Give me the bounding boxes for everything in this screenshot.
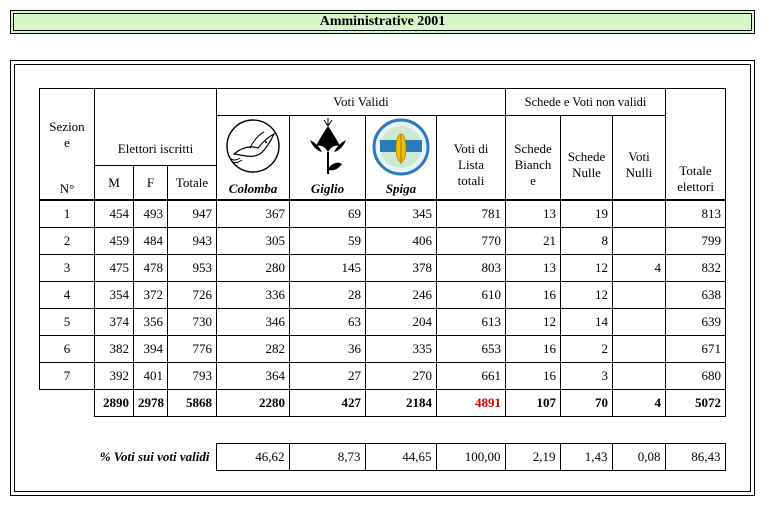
percent-cell: 86,43 <box>665 444 725 471</box>
table-cell: 345 <box>366 201 437 228</box>
totals-cell: 4 <box>613 390 666 417</box>
lily-icon <box>296 118 360 178</box>
header-elettori-iscritti: Elettori iscritti <box>95 89 217 166</box>
table-row <box>40 255 726 282</box>
table-cell: 478 <box>134 255 168 282</box>
header-totale-elettori: Totale elettori <box>666 89 726 200</box>
table-cell: 270 <box>366 363 437 390</box>
percent-table <box>39 443 726 471</box>
table-cell: 63 <box>290 309 366 336</box>
table-cell: 661 <box>437 363 506 390</box>
table-cell: 947 <box>168 201 217 228</box>
table-cell: 3 <box>561 363 613 390</box>
totals-cell: 2978 <box>134 390 168 417</box>
percent-cell: 44,65 <box>365 444 436 471</box>
table-cell: 16 <box>506 336 561 363</box>
header-voti-lista: Voti di Lista totali <box>437 116 506 200</box>
table-row <box>40 201 726 228</box>
header-m: M <box>95 166 134 200</box>
header-voti-nulli: Voti Nulli <box>613 116 666 200</box>
giglio-label: Giglio <box>310 181 345 196</box>
table-cell <box>613 282 666 309</box>
header-sezione: Sezion e N° <box>40 89 95 200</box>
percent-cell: 1,43 <box>560 444 612 471</box>
table-cell: 19 <box>561 201 613 228</box>
table-cell: 7 <box>40 363 95 390</box>
table-cell: 14 <box>561 309 613 336</box>
spiga-label: Spiga <box>385 181 417 196</box>
header-totale: Totale <box>168 166 217 200</box>
table-cell <box>613 336 666 363</box>
data-table <box>39 200 726 417</box>
percent-cell: 100,00 <box>436 444 505 471</box>
table-cell: 392 <box>95 363 134 390</box>
table-cell: 406 <box>366 228 437 255</box>
title-text: Amministrative 2001 <box>319 14 446 29</box>
table-cell: 12 <box>561 255 613 282</box>
table-cell: 639 <box>666 309 726 336</box>
wheat-icon <box>370 118 432 176</box>
table-cell: 776 <box>168 336 217 363</box>
table-cell: 454 <box>95 201 134 228</box>
table-row <box>40 363 726 390</box>
table-cell: 803 <box>437 255 506 282</box>
header-f: F <box>134 166 168 200</box>
table-cell: 367 <box>217 201 290 228</box>
table-cell: 8 <box>561 228 613 255</box>
percent-cell: 2,19 <box>505 444 560 471</box>
table-cell <box>613 228 666 255</box>
table-cell <box>613 201 666 228</box>
header-table <box>39 88 726 200</box>
table-cell: 13 <box>506 255 561 282</box>
table-cell: 5 <box>40 309 95 336</box>
table-cell: 832 <box>666 255 726 282</box>
table-cell: 59 <box>290 228 366 255</box>
table-cell: 204 <box>366 309 437 336</box>
totals-cell: 70 <box>561 390 613 417</box>
table-cell <box>613 309 666 336</box>
totals-cell: 5868 <box>168 390 217 417</box>
table-cell: 4 <box>40 282 95 309</box>
percent-cell: 0,08 <box>612 444 665 471</box>
table-cell: 12 <box>561 282 613 309</box>
table-cell: 2 <box>40 228 95 255</box>
totals-cell: 4891 <box>437 390 506 417</box>
table-cell: 943 <box>168 228 217 255</box>
table-cell: 613 <box>437 309 506 336</box>
totals-cell: 427 <box>290 390 366 417</box>
table-cell: 280 <box>217 255 290 282</box>
table-cell: 1 <box>40 201 95 228</box>
table-cell: 12 <box>506 309 561 336</box>
totals-cell: 2184 <box>366 390 437 417</box>
table-cell: 336 <box>217 282 290 309</box>
header-giglio <box>290 116 366 200</box>
percent-label: % Voti sui voti validi <box>99 449 210 464</box>
table-cell: 305 <box>217 228 290 255</box>
totals-row <box>40 390 726 417</box>
page-title <box>10 10 755 34</box>
table-cell: 13 <box>506 201 561 228</box>
totals-cell: 2890 <box>95 390 134 417</box>
table-cell: 145 <box>290 255 366 282</box>
table-cell: 346 <box>217 309 290 336</box>
table-cell: 28 <box>290 282 366 309</box>
table-cell: 610 <box>437 282 506 309</box>
table-cell: 459 <box>95 228 134 255</box>
percent-cell: 46,62 <box>216 444 289 471</box>
table-cell: 3 <box>40 255 95 282</box>
table-cell: 770 <box>437 228 506 255</box>
colomba-label: Colomba <box>228 181 278 196</box>
table-cell <box>613 363 666 390</box>
table-cell: 16 <box>506 282 561 309</box>
table-cell: 36 <box>290 336 366 363</box>
totals-cell: 107 <box>506 390 561 417</box>
header-voti-validi: Voti Validi <box>217 89 506 116</box>
totals-cell: 5072 <box>666 390 726 417</box>
table-cell: 813 <box>666 201 726 228</box>
table-cell: 382 <box>95 336 134 363</box>
header-schede-non-validi: Schede e Voti non validi <box>506 89 666 116</box>
table-cell: 484 <box>134 228 168 255</box>
table-cell: 394 <box>134 336 168 363</box>
table-cell: 282 <box>217 336 290 363</box>
table-cell: 793 <box>168 363 217 390</box>
table-row <box>40 282 726 309</box>
table-cell: 335 <box>366 336 437 363</box>
table-cell: 354 <box>95 282 134 309</box>
header-colomba <box>217 116 290 200</box>
percent-cell: 8,73 <box>289 444 365 471</box>
table-cell: 493 <box>134 201 168 228</box>
totals-cell <box>40 390 95 417</box>
table-cell: 680 <box>666 363 726 390</box>
table-row <box>40 228 726 255</box>
header-spiga <box>366 116 437 200</box>
table-cell: 2 <box>561 336 613 363</box>
table-cell: 4 <box>613 255 666 282</box>
totals-cell: 2280 <box>217 390 290 417</box>
table-cell: 799 <box>666 228 726 255</box>
table-cell: 374 <box>95 309 134 336</box>
header-schede-bianche: Schede Bianch e <box>506 116 561 200</box>
table-cell: 16 <box>506 363 561 390</box>
table-cell: 671 <box>666 336 726 363</box>
table-cell: 6 <box>40 336 95 363</box>
table-cell: 27 <box>290 363 366 390</box>
table-cell: 653 <box>437 336 506 363</box>
table-cell: 246 <box>366 282 437 309</box>
table-cell: 356 <box>134 309 168 336</box>
table-cell: 781 <box>437 201 506 228</box>
table-row <box>40 336 726 363</box>
table-cell: 953 <box>168 255 217 282</box>
table-cell: 21 <box>506 228 561 255</box>
dove-icon <box>220 118 286 174</box>
table-cell: 364 <box>217 363 290 390</box>
table-cell: 726 <box>168 282 217 309</box>
table-cell: 401 <box>134 363 168 390</box>
table-row <box>40 309 726 336</box>
table-cell: 475 <box>95 255 134 282</box>
table-cell: 730 <box>168 309 217 336</box>
table-cell: 372 <box>134 282 168 309</box>
table-cell: 638 <box>666 282 726 309</box>
header-schede-nulle: Schede Nulle <box>561 116 613 200</box>
table-cell: 69 <box>290 201 366 228</box>
table-cell: 378 <box>366 255 437 282</box>
